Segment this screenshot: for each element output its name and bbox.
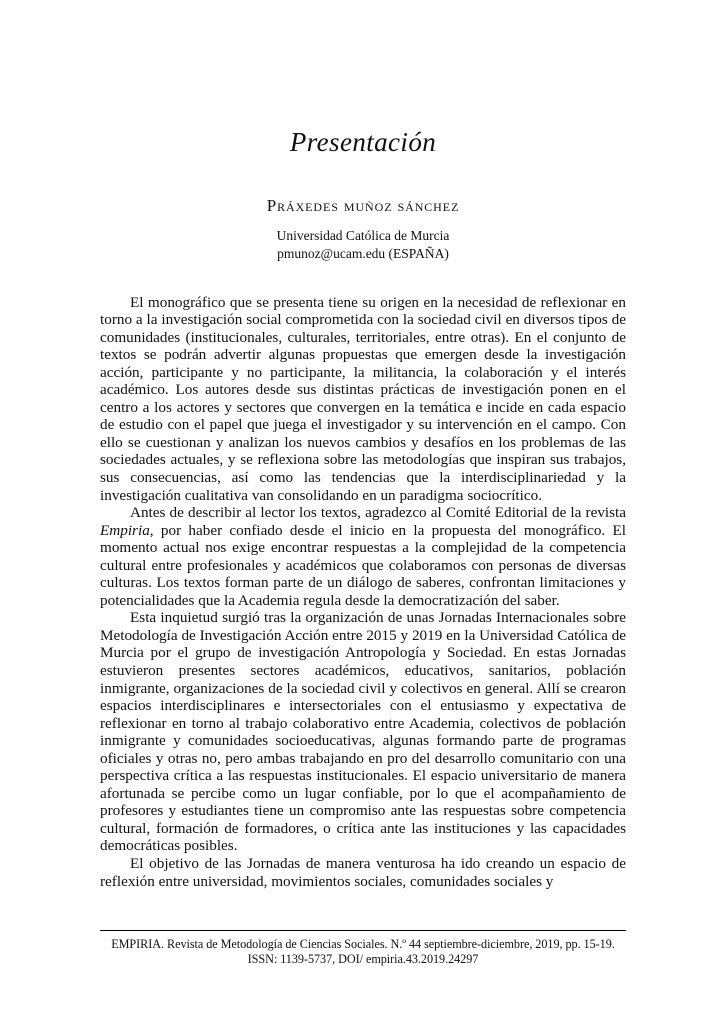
body-paragraph-1 bbox=[100, 294, 626, 505]
article-content bbox=[100, 0, 626, 890]
page-footer bbox=[100, 930, 626, 967]
author-affiliation: Universidad Católica de Murcia bbox=[276, 228, 450, 244]
body-paragraph-2 bbox=[100, 504, 626, 609]
journal-name-italic: Empiria bbox=[100, 521, 150, 539]
footer-citation-line: EMPIRIA. Revista de Metodología de Ciencias Sociales. N.º 44 septiembre-diciembre, 2019, pp. 15-19. bbox=[111, 937, 615, 951]
footer-divider bbox=[100, 930, 626, 931]
footer-issn-doi-line: ISSN: 1139-5737, DOI/ empiria.43.2019.24297 bbox=[247, 952, 479, 966]
article-body bbox=[100, 294, 626, 891]
body-paragraph-3 bbox=[100, 609, 626, 855]
author-name: Práxedes muñoz sánchez bbox=[266, 195, 460, 215]
paragraph-3-text: Esta inquietud surgió tras la organización de unas Jornadas Internacionales sobre Metodología de Investigación Acción entre 2015 y 2019 en la Universidad Católica de Murcia por el grupo de investigación Antropología y Sociedad. En estas Jornadas estuvieron presentes sectores académicos, educativos, sanitarios, población inmigrante, organizaciones de la sociedad civil y colectivos en general. Allí se crearon espacios interdisciplinares e intersectoriales con el entusiasmo y expectativa de reflexionar en torno al trabajo colaborativo entre Academia, colectivos de población inmigrante y comunidades socioeducativas, algunas formando parte de programas oficiales y otras no, pero ambas trabajando en pro del desarrollo comunitario con una perspectiva crítica a las respuestas institucionales. El espacio universitario de manera afortunada se percibe como un lugar confiable, por lo que el acompañamiento de profesores y estudiantes tiene un compromiso ante las respuestas sobre competencia cultural, formación de formadores, o crítica ante las instituciones y las capacidades democráticas posibles. bbox=[100, 609, 626, 855]
page-title: Presentación bbox=[289, 127, 437, 157]
paragraph-4-text: El objetivo de las Jornadas de manera venturosa ha ido creando un espacio de reflexión entre universidad, movimientos sociales, comunidades sociales y bbox=[100, 855, 626, 890]
paragraph-1-text: El monográfico que se presenta tiene su origen en la necesidad de reflexionar en torno a la investigación social comprometida con la sociedad civil en diversos tipos de comunidades (institucionales, culturales, territoriales, entre otras). En el conjunto de textos se podrán advertir algunas propuestas que emergen desde la investigación acción, participante y no participante, la militancia, la colaboración y el interés académico. Los autores desde sus distintas prácticas de investigación ponen en el centro a los actores y sectores que convergen en la temática e incide en cada espacio de estudio con el papel que juega el investigador y su intervención en el campo. Con ello se cuestionan y analizan los nuevos cambios y desafíos en los problemas de las sociedades actuales, y se reflexiona sobre las metodologías que inspiran sus trabajos, sus consecuencias, así como las tendencias que la interdisciplinariedad y la investigación cualitativa van consolidando en un paradigma sociocrítico. bbox=[100, 293, 626, 504]
author-email: pmunoz@ucam.edu (ESPAÑA) bbox=[277, 246, 449, 262]
body-paragraph-4 bbox=[100, 855, 626, 890]
paragraph-2-text-after-italic: , por haber confiado desde el inicio en la propuesta del monográfico. El momento actual nos exige encontrar respuestas a la complejidad de la competencia cultural entre profesionales y académicos que colaboramos con personas de diversas culturas. Los textos forman parte de un diálogo de saberes, confrontan limitaciones y potencialidades que la Academia regula desde la democratización del saber. bbox=[100, 521, 626, 609]
paragraph-2-text-before-italic: Antes de describir al lector los textos, agradezco al Comité Editorial de la revista bbox=[130, 504, 626, 522]
